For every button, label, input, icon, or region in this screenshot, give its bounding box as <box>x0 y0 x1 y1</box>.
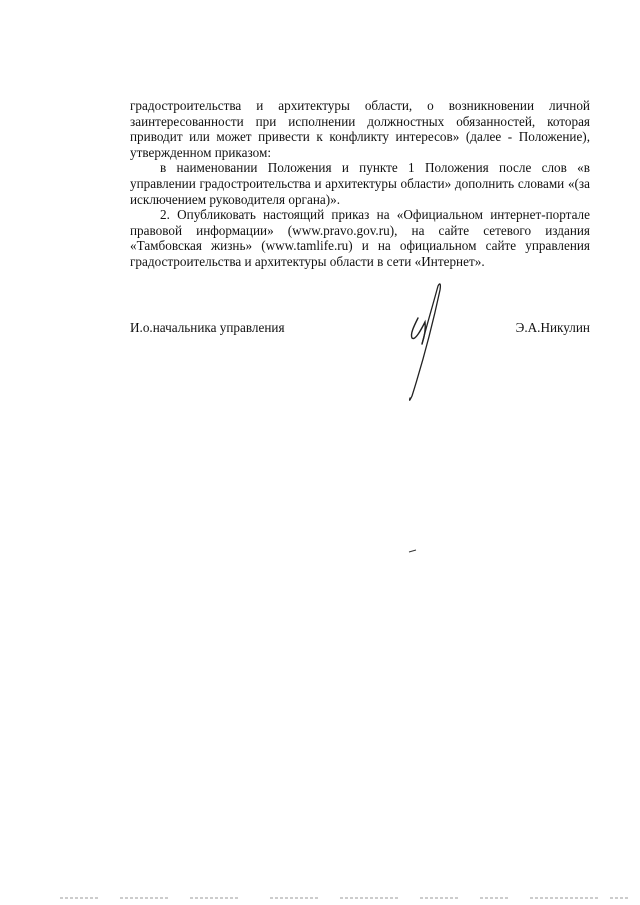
scan-footer-artifact <box>40 892 630 902</box>
paragraph-publication: 2. Опубликовать настоящий приказ на «Официальном интернет-портале правовой информации» (www.pravo.gov.ru), на сайте сетевого издания «Тамбовская жизнь» (www.tamlife.ru) и на официальном сайте управления градостроительства и архитектуры области в сети «Интернет». <box>130 207 590 269</box>
handwritten-signature <box>388 278 458 404</box>
signatory-title: И.о.начальника управления <box>130 320 285 335</box>
signatory-name: Э.А.Никулин <box>515 320 590 335</box>
paragraph-continuation: градостроительства и архитектуры области, о возникновении личной заинтересованности при исполнении должностных обязанностей, которая приводит или может привести к конфликту интересов» (далее - Положение), утвержденном приказом: <box>130 98 590 160</box>
paragraph-amendment: в наименовании Положения и пункте 1 Положения после слов «в управлении градостроительства и архитектуры области» дополнить словами «(за исключением руководителя органа)». <box>130 160 590 207</box>
document-body <box>130 98 590 270</box>
stray-pen-mark <box>408 548 418 554</box>
signature-block <box>130 320 590 340</box>
